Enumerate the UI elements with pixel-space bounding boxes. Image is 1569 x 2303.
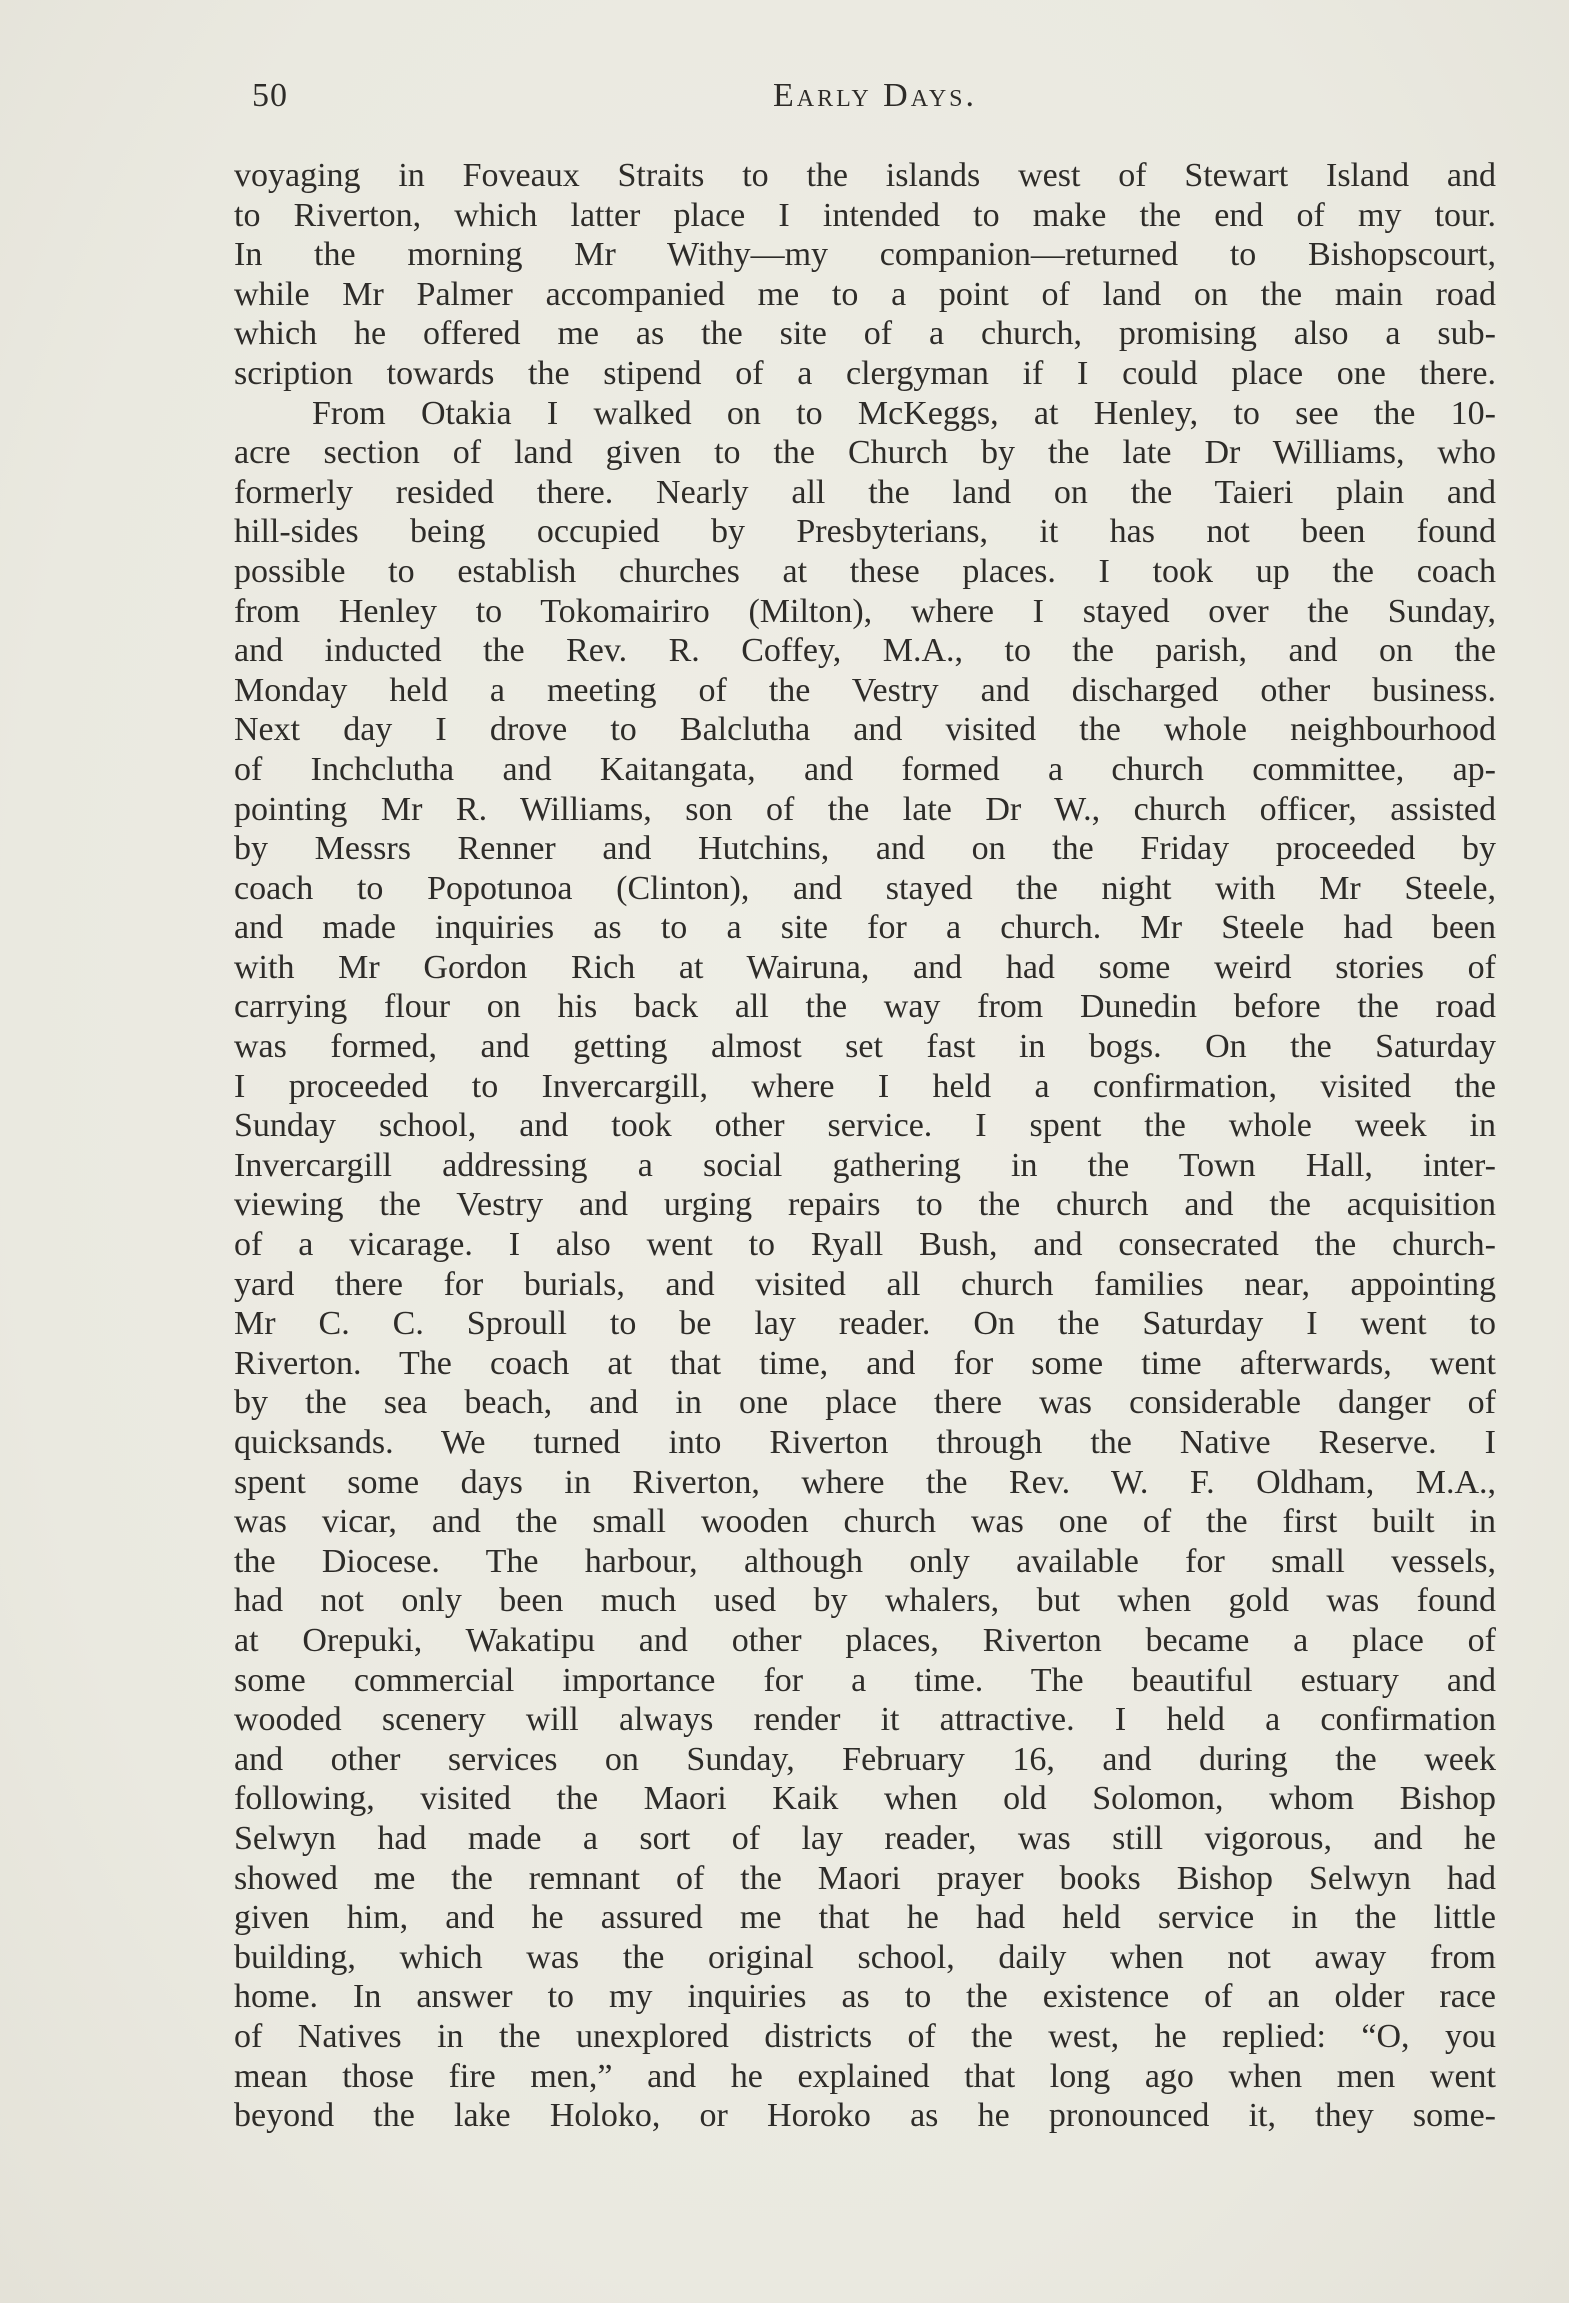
- page-number: 50: [252, 77, 288, 114]
- text-line: Mr C. C. Sproull to be lay reader. On the Saturday I went to: [234, 1305, 1496, 1343]
- text-line: beyond the lake Holoko, or Horoko as he pronounced it, they some-: [234, 2097, 1496, 2135]
- text-line: Sunday school, and took other service. I spent the whole week in: [234, 1107, 1496, 1145]
- text-line: Monday held a meeting of the Vestry and discharged other business.: [234, 671, 1496, 709]
- text-line: pointing Mr R. Williams, son of the late Dr W., church officer, assisted: [234, 790, 1496, 828]
- text-line: was vicar, and the small wooden church was one of the first built in: [234, 1503, 1496, 1541]
- text-line: voyaging in Foveaux Straits to the islands west of Stewart Island and: [234, 157, 1496, 194]
- text-line: some commercial importance for a time. The beautiful estuary and: [234, 1661, 1496, 1699]
- paragraph: [234, 394, 1496, 2136]
- text-line: coach to Popotunoa (Clinton), and stayed the night with Mr Steele,: [234, 869, 1496, 907]
- text-line: quicksands. We turned into Riverton through the Native Reserve. I: [234, 1424, 1496, 1461]
- text-line: from Henley to Tokomairiro (Milton), where I stayed over the Sunday,: [234, 592, 1496, 630]
- text-line: at Orepuki, Wakatipu and other places, Riverton became a place of: [234, 1621, 1496, 1659]
- text-line: scription towards the stipend of a clergyman if I could place one there.: [234, 354, 1496, 392]
- text-line: In the morning Mr Withy—my companion—returned to Bishopscourt,: [234, 236, 1496, 274]
- text-line: by Messrs Renner and Hutchins, and on the Friday proceeded by: [234, 830, 1496, 868]
- text-line: hill-sides being occupied by Presbyterians, it has not been found: [234, 513, 1496, 551]
- text-line: of a vicarage. I also went to Ryall Bush, and consecrated the church-: [234, 1226, 1496, 1264]
- text-line: with Mr Gordon Rich at Wairuna, and had some weird stories of: [234, 948, 1496, 986]
- text-line: by the sea beach, and in one place there was considerable danger of: [234, 1384, 1496, 1422]
- text-line: formerly resided there. Nearly all the land on the Taieri plain and: [234, 473, 1496, 511]
- text-line: of Inchclutha and Kaitangata, and formed a church committee, ap-: [234, 750, 1496, 788]
- text-line: building, which was the original school, daily when not away from: [234, 1938, 1496, 1976]
- text-line: to Riverton, which latter place I intended to make the end of my tour.: [234, 196, 1496, 234]
- text-line: and made inquiries as to a site for a church. Mr Steele had been: [234, 909, 1496, 947]
- text-line: following, visited the Maori Kaik when old Solomon, whom Bishop: [234, 1780, 1496, 1818]
- text-line: while Mr Palmer accompanied me to a point of land on the main road: [234, 275, 1496, 313]
- text-line: of Natives in the unexplored districts of the west, he replied: “O, you: [234, 2017, 1496, 2055]
- text-line: yard there for burials, and visited all church families near, appointing: [234, 1265, 1496, 1303]
- text-line: showed me the remnant of the Maori prayer books Bishop Selwyn had: [234, 1859, 1496, 1897]
- text-line: and other services on Sunday, February 16, and during the week: [234, 1740, 1496, 1778]
- text-line: acre section of land given to the Church by the late Dr Williams, who: [234, 434, 1496, 472]
- text-line: spent some days in Riverton, where the Rev. W. F. Oldham, M.A.,: [234, 1463, 1496, 1501]
- text-line: given him, and he assured me that he had held service in the little: [234, 1899, 1496, 1937]
- text-line: wooded scenery will always render it attractive. I held a confirmation: [234, 1701, 1496, 1739]
- text-line: and inducted the Rev. R. Coffey, M.A., to the parish, and on the: [234, 632, 1496, 670]
- text-line: From Otakia I walked on to McKeggs, at Henley, to see the 10-: [312, 394, 1496, 432]
- text-line: Next day I drove to Balclutha and visited the whole neighbourhood: [234, 711, 1496, 749]
- text-line: which he offered me as the site of a church, promising also a sub-: [234, 315, 1496, 353]
- text-line: Invercargill addressing a social gathering in the Town Hall, inter-: [234, 1146, 1496, 1184]
- paragraph: [234, 156, 1496, 394]
- body-text: [234, 156, 1496, 2136]
- text-line: Riverton. The coach at that time, and for some time afterwards, went: [234, 1344, 1496, 1382]
- text-line: Selwyn had made a sort of lay reader, was still vigorous, and he: [234, 1819, 1496, 1857]
- text-line: was formed, and getting almost set fast in bogs. On the Saturday: [234, 1028, 1496, 1066]
- text-line: viewing the Vestry and urging repairs to the church and the acquisition: [234, 1186, 1496, 1224]
- text-line: possible to establish churches at these places. I took up the coach: [234, 552, 1496, 590]
- text-line: the Diocese. The harbour, although only available for small vessels,: [234, 1542, 1496, 1580]
- text-line: mean those fire men,” and he explained that long ago when men went: [234, 2057, 1496, 2095]
- text-line: had not only been much used by whalers, but when gold was found: [234, 1582, 1496, 1620]
- text-line: I proceeded to Invercargill, where I held a confirmation, visited the: [234, 1067, 1496, 1105]
- running-head: Early Days.: [772, 77, 978, 114]
- text-line: home. In answer to my inquiries as to the existence of an older race: [234, 1978, 1496, 2016]
- page-header: [252, 72, 1498, 120]
- text-line: carrying flour on his back all the way from Dunedin before the road: [234, 988, 1496, 1026]
